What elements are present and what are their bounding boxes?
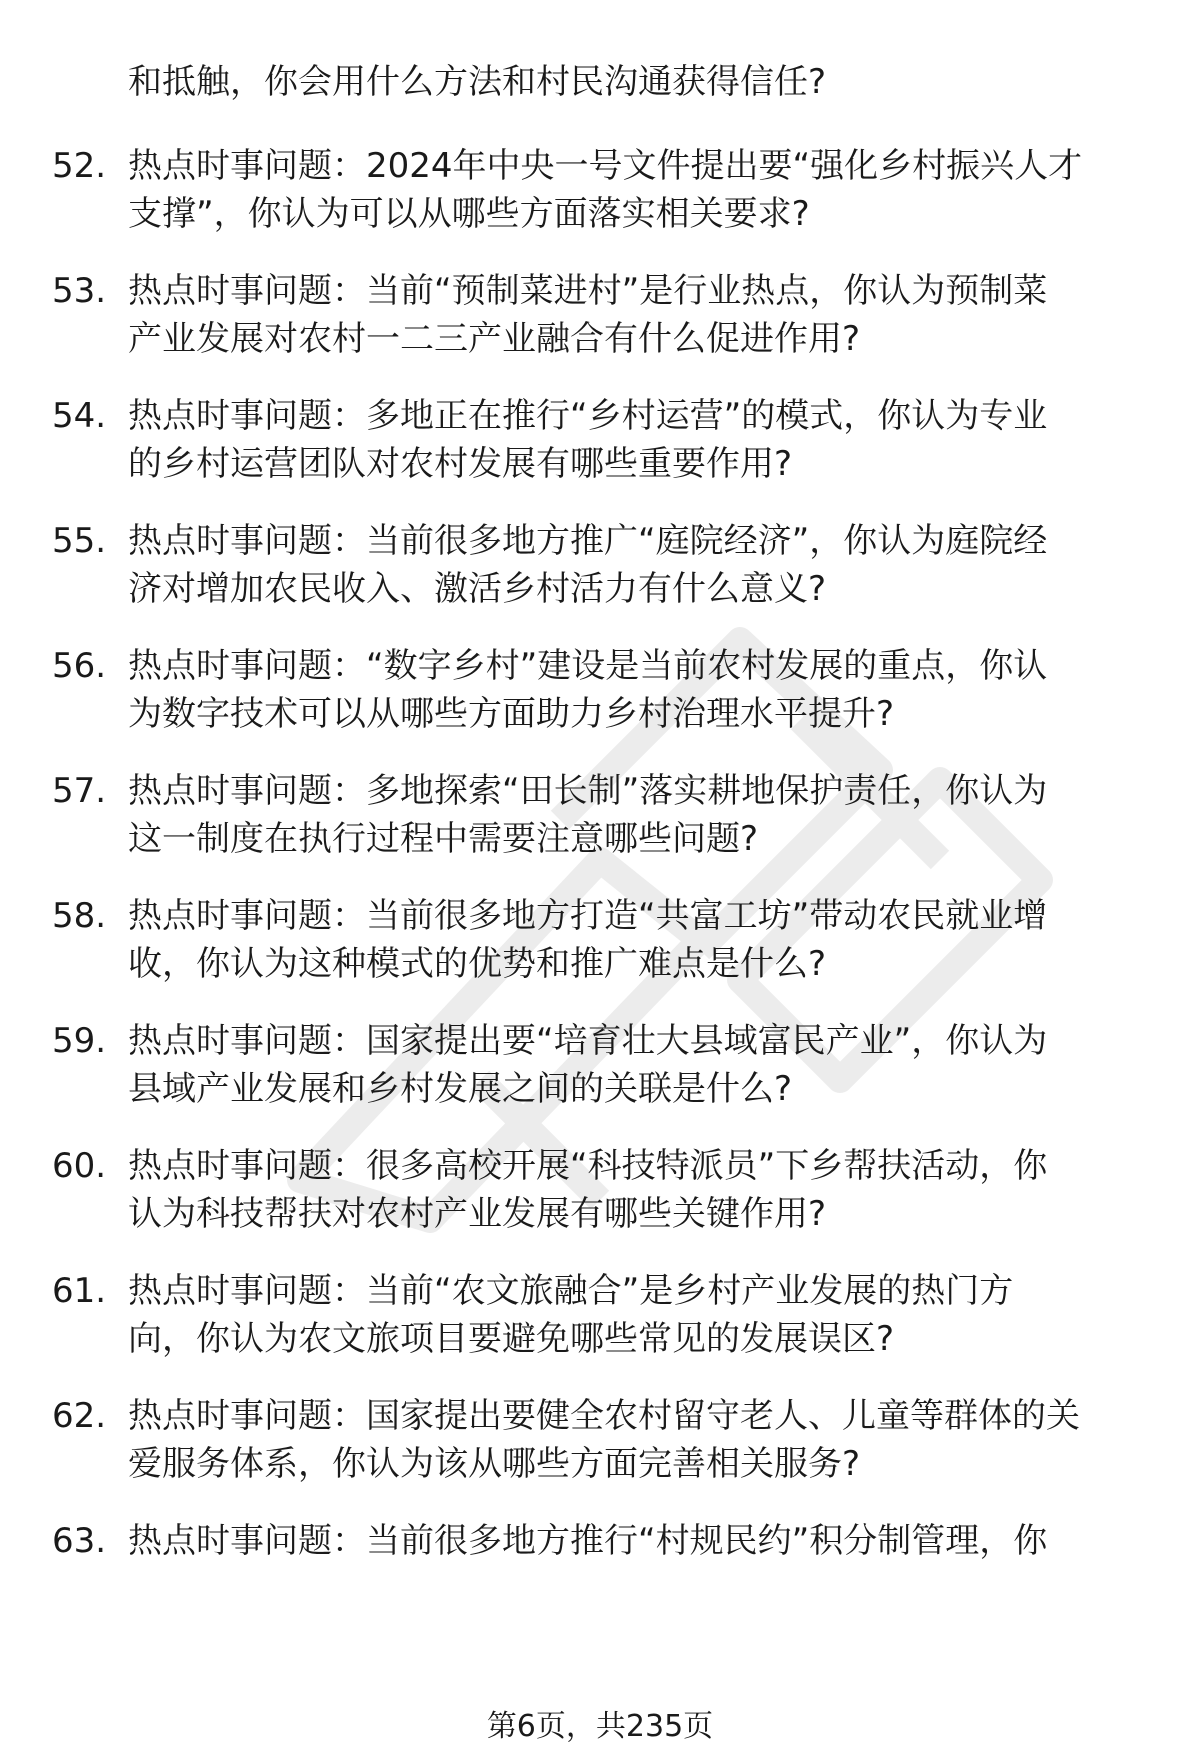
question-text: 热点时事问题：多地正在推行“乡村运营”的模式，你认为专业 的乡村运营团队对农村发展有哪些重要作用? [128,396,1048,484]
question-text: 热点时事问题：当前“农文旅融合”是乡村产业发展的热门方 向，你认为农文旅项目要避免哪些常见的发展误区? [128,1271,1014,1359]
question-number: 54. [52,396,107,436]
list-item [52,892,1152,1017]
list-item [52,767,1152,892]
list-item [52,142,1152,267]
question-number: 58. [52,896,107,936]
list-item [52,642,1152,767]
question-continuation-text: 和抵触，你会用什么方法和村民沟通获得信任? [128,62,827,102]
question-text: 热点时事问题：多地探索“田长制”落实耕地保护责任，你认为 这一制度在执行过程中需要注意哪些问题? [128,771,1048,859]
question-text: 热点时事问题：2024年中央一号文件提出要“强化乡村振兴人才 支撑”，你认为可以从哪些方面落实相关要求? [128,146,1083,234]
list-item [52,517,1152,642]
question-text: 热点时事问题：国家提出要健全农村留守老人、儿童等群体的关 爱服务体系，你认为该从哪些方面完善相关服务? [128,1396,1080,1484]
list-item [52,267,1152,392]
question-text: 热点时事问题：当前“预制菜进村”是行业热点，你认为预制菜 产业发展对农村一二三产业融合有什么促进作用? [128,271,1048,359]
list-item [52,1142,1152,1267]
question-text: 热点时事问题：“数字乡村”建设是当前农村发展的重点，你认 为数字技术可以从哪些方面助力乡村治理水平提升? [128,646,1048,734]
question-number: 56. [52,646,107,686]
question-text: 热点时事问题：当前很多地方推行“村规民约”积分制管理，你 [128,1521,1048,1561]
list-item [52,1392,1152,1517]
list-item [52,1517,1152,1642]
question-number: 61. [52,1271,107,1311]
question-text: 热点时事问题：当前很多地方推广“庭院经济”，你认为庭院经 济对增加农民收入、激活乡村活力有什么意义? [128,521,1048,609]
question-number: 59. [52,1021,107,1061]
question-number: 53. [52,271,107,311]
question-number: 55. [52,521,107,561]
question-text: 热点时事问题：国家提出要“培育壮大县域富民产业”，你认为 县域产业发展和乡村发展之间的关联是什么? [128,1021,1048,1109]
question-number: 60. [52,1146,107,1186]
question-text: 热点时事问题：很多高校开展“科技特派员”下乡帮扶活动，你 认为科技帮扶对农村产业发展有哪些关键作用? [128,1146,1048,1234]
page-number-footer: 第6页，共235页 [486,1709,714,1744]
list-item [52,1267,1152,1392]
question-number: 63. [52,1521,107,1561]
question-number: 52. [52,146,107,186]
question-number: 57. [52,771,107,811]
question-number: 62. [52,1396,107,1436]
list-item [52,1017,1152,1142]
question-text: 热点时事问题：当前很多地方打造“共富工坊”带动农民就业增 收，你认为这种模式的优势和推广难点是什么? [128,896,1048,984]
question-list [52,142,1152,1642]
list-item [52,392,1152,517]
